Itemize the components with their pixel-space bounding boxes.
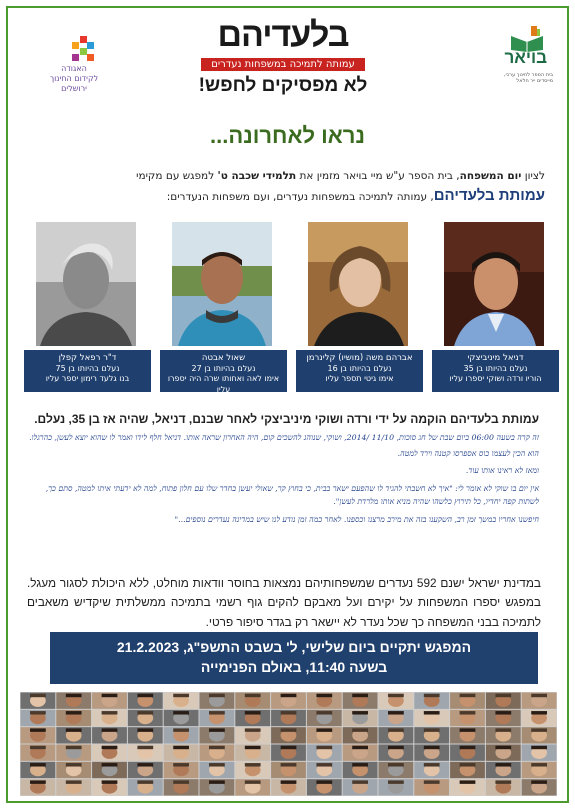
- face-tile: [522, 762, 557, 778]
- face-tile: [414, 762, 449, 778]
- intro-text-a: לציון: [521, 170, 545, 182]
- face-tile: [164, 710, 199, 726]
- face-tile: [21, 779, 56, 795]
- face-tile: [522, 727, 557, 743]
- intro-text-c: , בית הספר ע"ש מיי בויאר מזמין את: [296, 170, 460, 182]
- missing-people-gallery: [22, 222, 559, 392]
- person-relatives: בנו גלעד רימון יספר עליו: [45, 374, 130, 384]
- story-paragraph: חיפשנו אחריו במשך זמן רב, השקענו בזה את מירב מרצנו וכספנו. לאחר כמה זמן נודע לנו שיש במדינה נעדרים נוספים...": [174, 515, 539, 525]
- face-tile: [235, 710, 270, 726]
- person-name: ד"ר רפאל קפלן: [58, 353, 117, 363]
- face-tile: [522, 745, 557, 761]
- face-tile: [307, 727, 342, 743]
- intro-org-name: עמותת בלעדיהם: [433, 187, 545, 205]
- face-tile: [450, 710, 485, 726]
- face-tile: [164, 745, 199, 761]
- face-tile: [414, 710, 449, 726]
- face-tile: [92, 779, 127, 795]
- person-age: נעלם בהיותו בן 27: [191, 364, 256, 374]
- person-relatives: אימו גיטי תספר עליו: [325, 374, 394, 384]
- missing-person-caption: [432, 350, 559, 392]
- story-paragraph: ומאז לא ראינו אותו עוד.: [465, 465, 539, 475]
- story-paragraph: הוא הכין לעצמו כוס אספרסו קטנה וירד למטה.: [397, 449, 539, 459]
- face-tile: [414, 779, 449, 795]
- event-date-line: המפגש יתקיים ביום שלישי, ל' בשבט התשפ"ג, 21.2.2023: [116, 639, 472, 655]
- face-tile: [235, 693, 270, 709]
- story-paragraph: אין יום בו שוקי לא אומר לי: "איך לא חשבתי להגיד לו שהפעם ישאר בבית, כי בחוץ קר, שאולי יעשן בחדר שלו עם חלון פתוח, למה לא ידעתי איתו למטה, סתם כך, לשתות קפה יחדיו, כל תירוץ כלשהו שהיה מניא אותו מלרדת לעשן".: [45, 484, 539, 506]
- intro-grade: תלמידי שכבה ט': [217, 170, 297, 182]
- face-tile: [164, 693, 199, 709]
- missing-person-caption: [24, 350, 151, 392]
- face-tile: [128, 762, 163, 778]
- face-tile: [92, 745, 127, 761]
- intro-text-e: למפגש עם מקימי: [136, 170, 218, 182]
- face-tile: [200, 727, 235, 743]
- missing-facts-paragraph: במדינת ישראל ישנם 592 נעדרים שמשפחותיהם נמצאות בחוסר וודאות מוחלט, ללא היכולת לסגור מעגל. במפגש יספרו המשפחות על יקירם ועל מאבקם להקים גוף רשמי בתמיכה ממשלתית שיקדיש משאבים לתמיכה בבני המשפחה כך שכל נעדר לא יישאר רק בגדר סיפור פרטי.: [27, 576, 541, 629]
- missing-person-caption: [160, 350, 287, 392]
- person-name: דניאל מיניביצקי: [467, 353, 524, 363]
- intro-line-1: [25, 168, 545, 184]
- face-tile: [450, 779, 485, 795]
- face-tile: [128, 710, 163, 726]
- face-tile: [56, 779, 91, 795]
- boyar-logo-tagline: בית הספר לחינוך ערכי, מייסדים ייר חלאל: [503, 72, 553, 84]
- brand-subtitle: עמותה לתמיכה במשפחות נעדרים: [201, 58, 365, 71]
- missing-faces-mosaic: [20, 692, 557, 796]
- colored-squares-icon: [68, 36, 98, 66]
- person-relatives: הוריו ורדה ושוקי יספרו עליו: [449, 374, 542, 384]
- person-age: נעלם בהיותו בן 16: [327, 364, 392, 374]
- person-age: נעלם בהיותו בן 75: [55, 364, 120, 374]
- story-paragraph: זה קרה בשעה 06:00 ביום שבת של חג סוכות, 11/10 /2014, ושוקי, שנוהג להשכים קום, היה האחרון שראה אותו. דניאל חלף לידו ואמר לו שהוא יוצא לעשן, כהרגלו.: [29, 433, 539, 442]
- intro-paragraph: [25, 168, 545, 208]
- face-tile: [307, 762, 342, 778]
- face-tile: [414, 693, 449, 709]
- portrait-photo: [172, 222, 272, 346]
- face-tile: [56, 727, 91, 743]
- face-tile: [164, 779, 199, 795]
- face-tile: [343, 745, 378, 761]
- face-tile: [307, 710, 342, 726]
- face-tile: [200, 745, 235, 761]
- face-tile: [379, 779, 414, 795]
- face-tile: [200, 762, 235, 778]
- founding-story: [29, 412, 539, 527]
- face-tile: [486, 745, 521, 761]
- face-tile: [271, 762, 306, 778]
- page-title: נראו לאחרונה...: [210, 123, 365, 148]
- missing-person-caption: [296, 350, 423, 392]
- face-tile: [343, 779, 378, 795]
- face-tile: [56, 693, 91, 709]
- event-details-banner: [50, 632, 538, 684]
- face-tile: [200, 710, 235, 726]
- person-name: שאול אבטה: [201, 353, 246, 363]
- person-relatives: אימו לאה ואחותו שרה היה יספרו עליו: [167, 374, 280, 394]
- face-tile: [522, 779, 557, 795]
- face-tile: [92, 762, 127, 778]
- face-tile: [379, 693, 414, 709]
- face-tile: [200, 779, 235, 795]
- face-tile: [56, 762, 91, 778]
- story-lead: עמותת בלעדיהם הוקמה על ידי ורדה ושוקי מיניביצקי לאחר שבנם, דניאל, שהיה אז בן 35, נעלם.: [34, 412, 539, 426]
- face-tile: [21, 693, 56, 709]
- face-tile: [450, 727, 485, 743]
- logo-left-line3: ירושלים: [61, 84, 87, 93]
- face-tile: [450, 745, 485, 761]
- face-tile: [379, 710, 414, 726]
- face-tile: [21, 710, 56, 726]
- face-tile: [522, 710, 557, 726]
- face-tile: [21, 762, 56, 778]
- face-tile: [271, 779, 306, 795]
- face-tile: [486, 762, 521, 778]
- face-tile: [128, 779, 163, 795]
- person-age: נעלם בהיותו בן 35: [463, 364, 528, 374]
- logo-left-line1: האגודה: [61, 64, 87, 73]
- face-tile: [379, 745, 414, 761]
- face-tile: [128, 727, 163, 743]
- face-tile: [307, 745, 342, 761]
- face-tile: [522, 693, 557, 709]
- education-association-logo: [24, 36, 124, 96]
- portrait-photo: [36, 222, 136, 346]
- person-name: אברהם משה (מושיו) קלינרמן: [306, 353, 413, 363]
- face-tile: [379, 727, 414, 743]
- face-tile: [128, 745, 163, 761]
- face-tile: [164, 727, 199, 743]
- face-tile: [271, 727, 306, 743]
- bilaadeihem-brand: [178, 18, 388, 98]
- face-tile: [450, 762, 485, 778]
- face-tile: [92, 710, 127, 726]
- face-tile: [486, 779, 521, 795]
- face-tile: [92, 727, 127, 743]
- face-tile: [307, 693, 342, 709]
- logo-left-line2: לקידום החינוך: [49, 74, 99, 83]
- face-tile: [21, 727, 56, 743]
- face-tile: [235, 762, 270, 778]
- face-tile: [343, 762, 378, 778]
- face-tile: [235, 779, 270, 795]
- face-tile: [164, 762, 199, 778]
- face-tile: [414, 745, 449, 761]
- face-tile: [486, 710, 521, 726]
- face-tile: [92, 693, 127, 709]
- face-tile: [486, 693, 521, 709]
- faces-grid-image: [20, 692, 557, 796]
- face-tile: [271, 745, 306, 761]
- face-tile: [450, 693, 485, 709]
- face-tile: [271, 693, 306, 709]
- flyer-page: [6, 6, 569, 803]
- association-logo-text: [24, 64, 124, 94]
- intro-line-2: [25, 184, 545, 207]
- face-tile: [271, 710, 306, 726]
- intro-text-rest: , עמותה לתמיכה במשפחות נעדרים, ועם משפחות הנעדרים:: [166, 191, 434, 204]
- face-tile: [379, 762, 414, 778]
- brand-title: בלעדיהם: [217, 16, 349, 54]
- face-tile: [486, 727, 521, 743]
- brand-slogan: לא מפסיקים לחפש!: [198, 75, 368, 96]
- portrait-photo: [444, 222, 544, 346]
- intro-family-day: יום המשפחה: [459, 170, 522, 182]
- face-tile: [56, 745, 91, 761]
- portrait-photo: [308, 222, 408, 346]
- event-time-line: בשעה 11:40, באולם הפנימייה: [200, 659, 388, 676]
- boyar-logo-name: בויאר: [504, 48, 547, 67]
- face-tile: [343, 693, 378, 709]
- face-tile: [200, 693, 235, 709]
- face-tile: [307, 779, 342, 795]
- face-tile: [235, 727, 270, 743]
- face-tile: [56, 710, 91, 726]
- boyar-school-logo: [493, 26, 553, 86]
- face-tile: [128, 693, 163, 709]
- face-tile: [21, 745, 56, 761]
- face-tile: [343, 727, 378, 743]
- face-tile: [414, 727, 449, 743]
- face-tile: [343, 710, 378, 726]
- face-tile: [235, 745, 270, 761]
